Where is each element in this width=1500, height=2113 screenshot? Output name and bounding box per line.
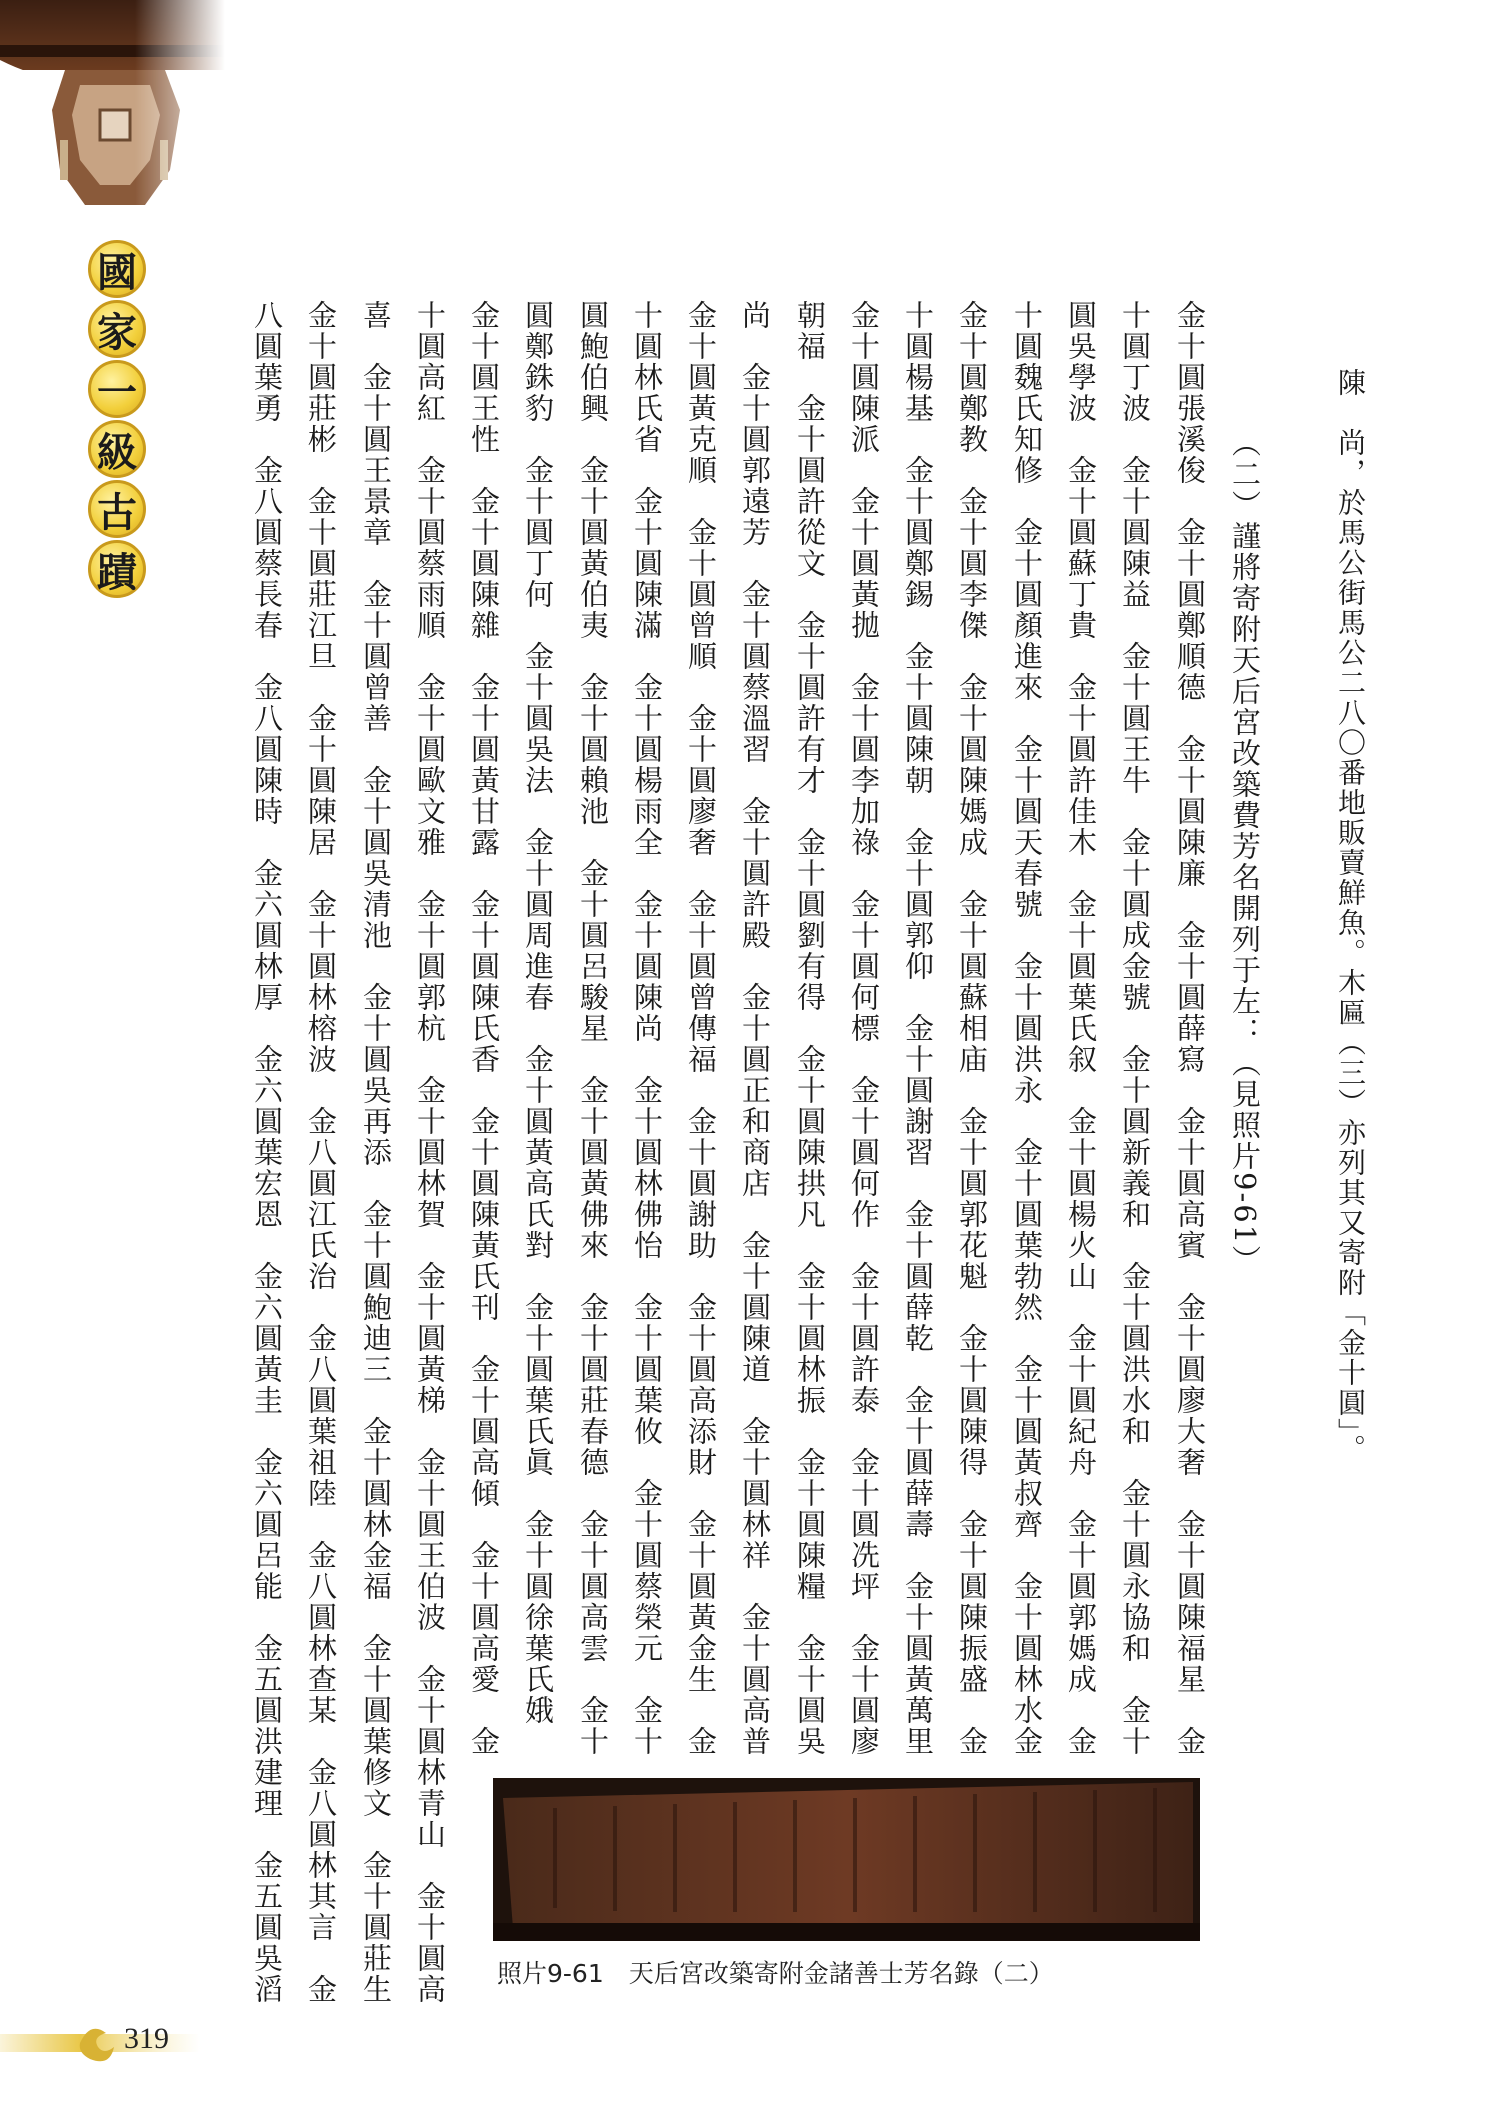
donor-list-column: 金十圓陳派 金十圓黃拋 金十圓李加祿 金十圓何標 金十圓何作 金十圓許泰 金十圓冼坪 金十圓廖: [847, 300, 881, 1757]
photo-caption: 照片9-61 天后宮改築寄附金諸善士芳名錄（二）: [497, 1959, 1054, 1988]
donor-list-column: 朝福 金十圓許從文 金十圓許有才 金十圓劉有得 金十圓陳拱凡 金十圓林振 金十圓陳糧 金十圓吳: [793, 300, 827, 1757]
donor-list-column: 尚 金十圓郭遠芳 金十圓蔡溫習 金十圓許殿 金十圓正和商店 金十圓陳道 金十圓林祥 金十圓高普: [738, 300, 772, 1757]
donor-list-column: 十圓楊基 金十圓鄭錫 金十圓陳朝 金十圓郭仰 金十圓謝習 金十圓薛乾 金十圓薛壽 金十圓黃萬里: [901, 300, 935, 1757]
series-title-char: 家: [88, 300, 146, 358]
donor-list-column: 十圓林氏省 金十圓陳滿 金十圓楊雨全 金十圓陳尚 金十圓林佛怡 金十圓葉攸 金十圓蔡榮元 金十: [630, 300, 664, 1757]
intro-text: 陳 尚，於馬公街馬公二八〇番地販賣鮮魚。木匾（三）亦列其又寄附「金十圓」。: [1334, 368, 1367, 1464]
page-number: 319: [124, 2022, 169, 2055]
section-heading: （二）謹將寄附天后宮改築費芳名開列于左：（見照片9-61）: [1228, 428, 1262, 1277]
donor-list-column: 圓鄭銖豹 金十圓丁何 金十圓吳法 金十圓周進春 金十圓黃高氏對 金十圓葉氏眞 金十圓徐葉氏娥: [521, 300, 555, 1726]
series-title-char: 國: [88, 240, 146, 298]
series-title-char: 級: [88, 420, 146, 478]
donor-board-photo: [493, 1778, 1200, 1941]
series-title-char: 古: [88, 480, 146, 538]
header-ornament-image: [0, 0, 225, 235]
series-title: [88, 240, 152, 598]
donor-list-column: 金十圓王性 金十圓陳雜 金十圓黃甘露 金十圓陳氏香 金十圓陳黃氏刊 金十圓高傾 金十圓高愛 金: [467, 300, 501, 1757]
donor-list-column: 金十圓莊彬 金十圓莊江旦 金十圓陳居 金十圓林榕波 金八圓江氏治 金八圓葉祖陸 金八圓林查某 金八圓林其言 金: [304, 300, 338, 2005]
donor-list-column: 十圓丁波 金十圓陳益 金十圓王牛 金十圓成金號 金十圓新義和 金十圓洪水和 金十圓永協和 金十: [1118, 300, 1152, 1757]
donor-list-column: 八圓葉勇 金八圓蔡長春 金八圓陳時 金六圓林厚 金六圓葉宏恩 金六圓黃圭 金六圓呂能 金五圓洪建理 金五圓吳滔: [250, 300, 284, 2005]
donor-list-column: 圓鮑伯興 金十圓黃伯夷 金十圓賴池 金十圓呂駿星 金十圓黃佛來 金十圓莊春德 金十圓高雲 金十: [576, 300, 610, 1757]
series-title-char: 一: [88, 360, 146, 418]
donor-list-column: 金十圓鄭教 金十圓李傑 金十圓陳媽成 金十圓蘇相庙 金十圓郭花魁 金十圓陳得 金十圓陳振盛 金: [955, 300, 989, 1757]
donor-list-column: 金十圓黃克順 金十圓曾順 金十圓廖奢 金十圓曾傳福 金十圓謝助 金十圓高添財 金十圓黃金生 金: [684, 300, 718, 1757]
donor-list-column: 十圓魏氏知修 金十圓顏進來 金十圓天春號 金十圓洪永 金十圓葉勃然 金十圓黃叔齊 金十圓林水金: [1010, 300, 1044, 1757]
donor-list-column: 十圓高紅 金十圓蔡雨順 金十圓歐文雅 金十圓郭杭 金十圓林賀 金十圓黃梯 金十圓王伯波 金十圓林青山 金十圓高: [413, 300, 447, 2005]
series-title-char: 蹟: [88, 540, 146, 598]
donor-list-column: 金十圓張溪俊 金十圓鄭順德 金十圓陳廉 金十圓薛寫 金十圓高賓 金十圓廖大奢 金十圓陳福星 金: [1173, 300, 1207, 1757]
donor-list-column: 喜 金十圓王景章 金十圓曾善 金十圓吳清池 金十圓吳再添 金十圓鮑迪三 金十圓林金福 金十圓葉修文 金十圓莊生: [359, 300, 393, 2005]
page-number-decoration: [0, 2020, 200, 2066]
donor-list-column: 圓吳學波 金十圓蘇丁貴 金十圓許佳木 金十圓葉氏叙 金十圓楊火山 金十圓紀舟 金十圓郭媽成 金: [1064, 300, 1098, 1757]
